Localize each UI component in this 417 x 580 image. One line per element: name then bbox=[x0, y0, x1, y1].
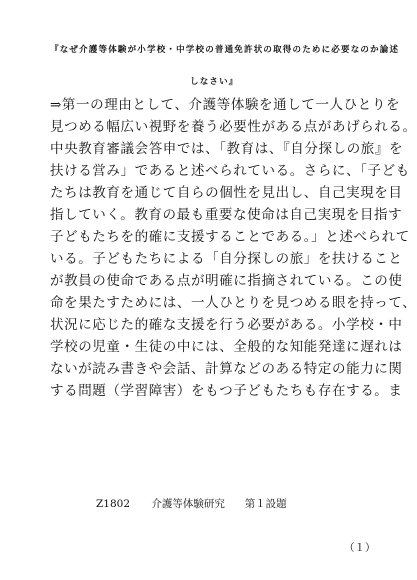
page-footer bbox=[96, 496, 376, 511]
body-line: 学校の児童・生徒の中には、全般的な知能発達に遅れは bbox=[50, 339, 403, 355]
assignment-label: 第１設題 bbox=[244, 498, 287, 510]
body-line: する問題（学習障害）をもつ子どもたちも存在する。ま bbox=[50, 383, 403, 399]
page-number: （１） bbox=[344, 542, 376, 554]
essay-title-line-1: 『なぜ介護等体験が小学校・中学校の普通免許状の取得のために必要なのか論述 bbox=[50, 45, 400, 55]
body-line: いる。子どもたちによる「自分探しの旅」を扶けること bbox=[50, 251, 403, 267]
body-line: ⇒第一の理由として、介護等体験を通して一人ひとりを bbox=[50, 97, 401, 113]
body-line: たちは教育を通じて自らの個性を見出し、自己実現を目 bbox=[50, 185, 403, 201]
body-line: 命を果たすためには、一人ひとりを見つめる眼を持って、 bbox=[50, 295, 417, 311]
body-line: 指していく。教育の最も重要な使命は自己実現を目指す bbox=[50, 207, 403, 223]
body-line: ないが読み書きや会話、計算などのある特定の能力に関 bbox=[50, 361, 403, 377]
essay-title-line-2: しなさい』 bbox=[190, 77, 239, 87]
body-line: 見つめる幅広い視野を養う必要性がある点があげられる。 bbox=[50, 119, 417, 135]
body-line: 中央教育審議会答申では、「教育は、『自分探しの旅』を bbox=[50, 141, 404, 157]
essay-body bbox=[50, 94, 417, 402]
body-line: 扶ける営み」であると述べられている。さらに、「子ども bbox=[50, 163, 410, 179]
course-code: Z1802 bbox=[96, 498, 131, 510]
body-line: 状況に応じた的確な支援を行う必要がある。小学校・中 bbox=[50, 317, 403, 333]
body-line: が教員の使命である点が明確に指摘されている。この使 bbox=[50, 273, 403, 289]
course-name: 介護等体験研究 bbox=[151, 498, 225, 510]
body-line: 子どもたちを的確に支援することである。」と述べられて bbox=[50, 229, 410, 245]
